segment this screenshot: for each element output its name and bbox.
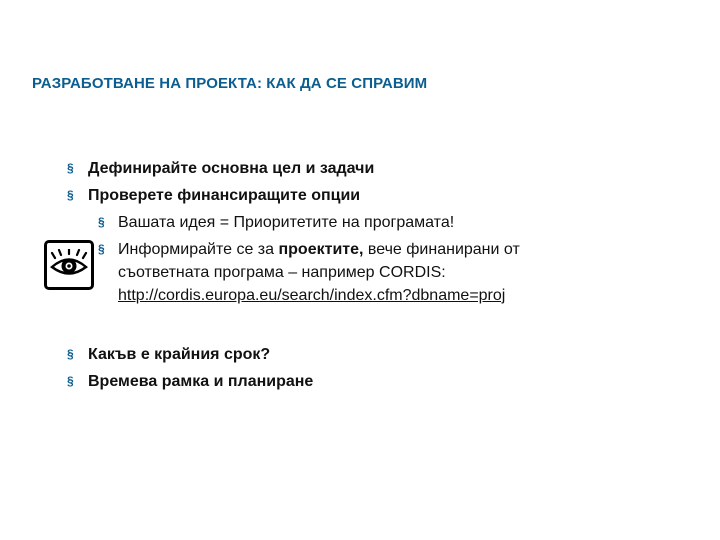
bullet-text: Какъв е крайния срок? <box>88 346 271 363</box>
bullet-text-bold: проектите, <box>278 241 364 258</box>
subbullet-priorities <box>98 211 455 234</box>
bullet-text-line2: съответната програма – например CORDIS: <box>118 264 446 281</box>
bullet-deadline <box>67 343 271 366</box>
bullet-text-end: вече финанирани от <box>363 241 520 258</box>
eye-icon <box>44 240 94 290</box>
slide-title: РАЗРАБОТВАНЕ НА ПРОЕКТА: КАК ДА СЕ СПРАВИМ <box>32 75 428 92</box>
bullet-marker: § <box>67 188 74 202</box>
bullet-timeframe <box>67 370 314 393</box>
bullet-marker: § <box>67 161 74 175</box>
bullet-text: Дефинирайте основна цел и задачи <box>88 160 375 177</box>
bullet-marker: § <box>67 347 74 361</box>
bullet-text: Вашата идея = Приоритетите на програмата! <box>118 214 455 231</box>
subbullet-funded-projects <box>98 238 520 307</box>
bullet-text: Времева рамка и планиране <box>88 373 314 390</box>
bullet-objectives <box>67 157 375 180</box>
bullet-text-start: Информирайте се за <box>118 241 279 258</box>
bullet-marker: § <box>67 374 74 388</box>
eye-icon-graphic <box>50 249 88 281</box>
bullet-marker: § <box>98 215 105 229</box>
bullet-funding-options <box>67 184 361 207</box>
cordis-link[interactable]: http://cordis.europa.eu/search/index.cfm?dbname=proj <box>118 287 506 304</box>
bullet-text: Проверете финансиращите опции <box>88 187 361 204</box>
bullet-marker: § <box>98 242 105 256</box>
